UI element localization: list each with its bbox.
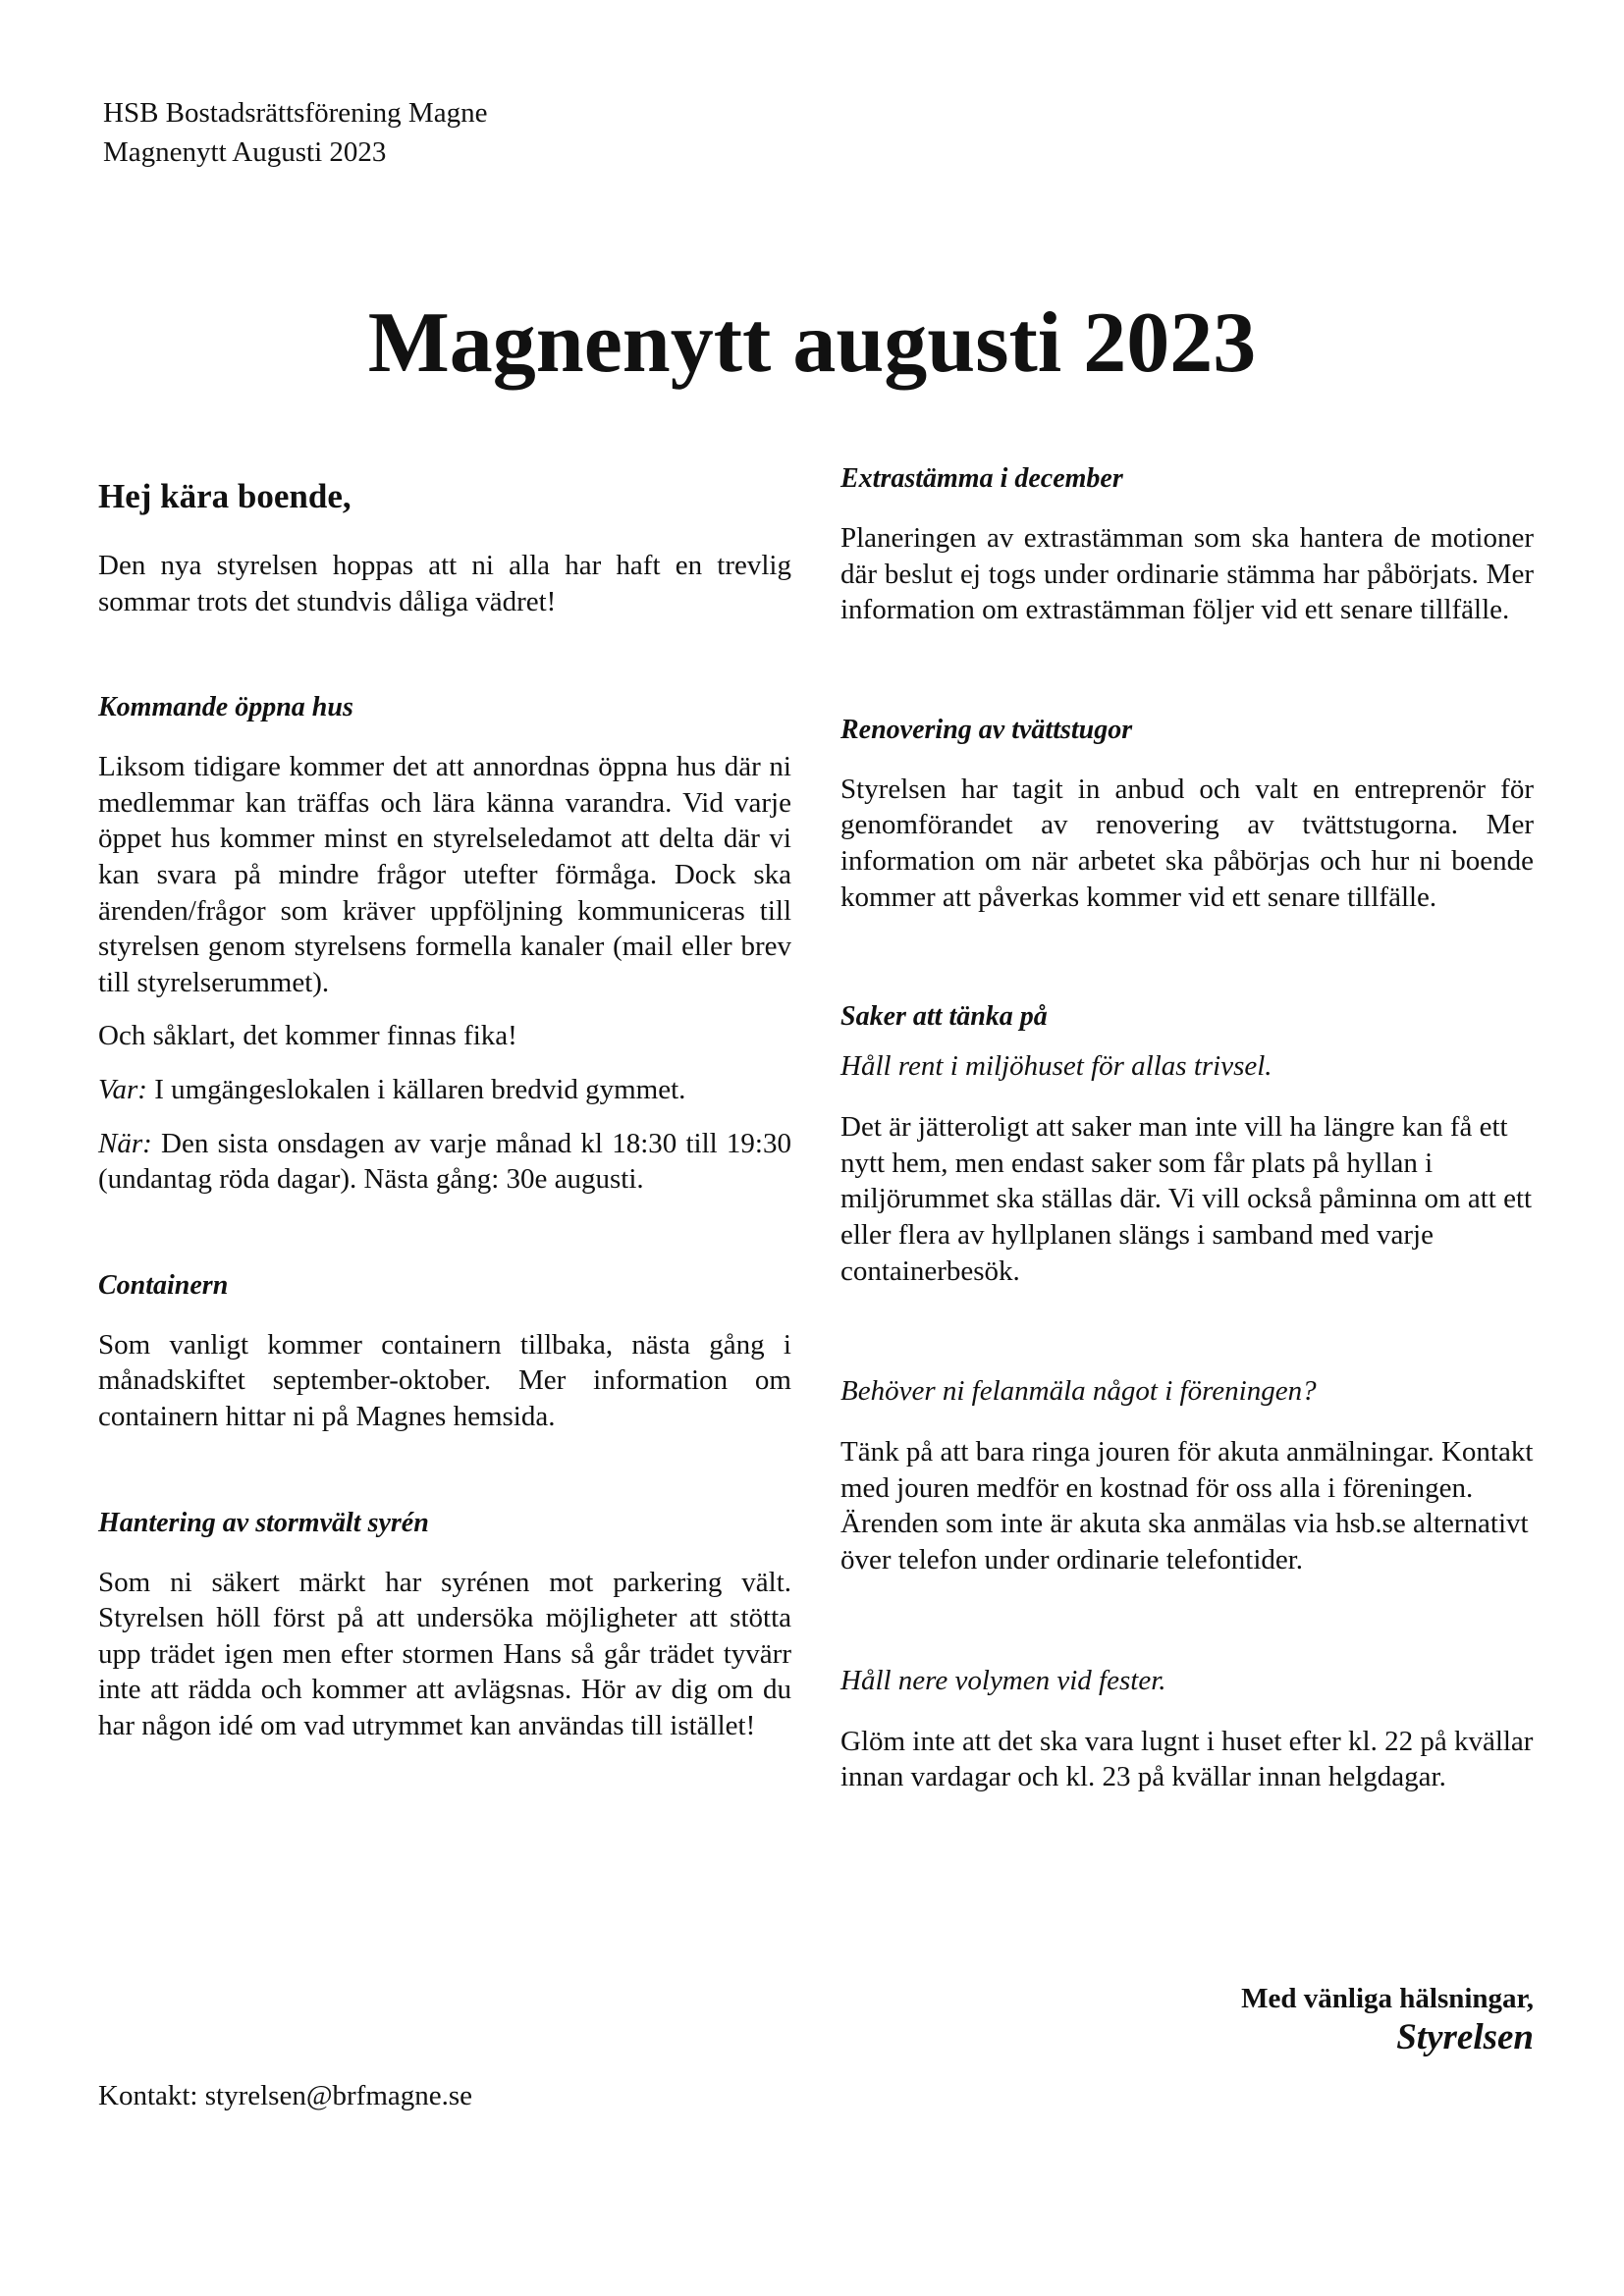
report-subtitle: Behöver ni felanmäla något i föreningen? [840,1375,1317,1408]
noise-subtitle: Håll nere volymen vid fester. [840,1664,1166,1696]
laundry-title: Renovering av tvättstugor [840,714,1133,745]
intro-paragraph: Den nya styrelsen hoppas att ni alla har haft en trevlig sommar trots det stundvis dåliga vädret! [98,550,791,617]
document-header [103,93,487,172]
where-text: I umgängeslokalen i källaren bredvid gymmet. [146,1073,686,1105]
signoff [1241,1981,1534,2059]
when-text: Den sista onsdagen av varje månad kl 18:30 till 19:30 (undantag röda dagar). Nästa gång: 30e augusti. [98,1127,791,1196]
open-house-title: Kommande öppna hus [98,692,353,723]
environment-subtitle: Håll rent i miljöhuset för allas trivsel. [840,1050,1272,1083]
contact-line: Kontakt: styrelsen@brfmagne.se [98,2080,473,2111]
when-label: När: [98,1127,152,1159]
report-body: Tänk på att bara ringa jouren för akuta anmälningar. Kontakt med jouren medför en kostnad för oss alla i föreningen. Ärenden som inte är akuta ska anmälas via hsb.se alternativt över telefon under ordinarie telefontider. [840,1436,1534,1575]
signoff-greeting: Med vänliga hälsningar, [1241,1983,1534,2014]
greeting: Hej kära boende, [98,477,352,515]
environment-body: Det är jätteroligt att saker man inte vill ha längre kan få ett nytt hem, men endast saker som får plats på hyllan i miljörummet ska ställas där. Vi vill också påminna om att ett eller flera av hyllplanen slängs i samband med varje containerbesök. [840,1111,1533,1287]
open-house-when [98,1126,791,1198]
container-body: Som vanligt kommer containern tillbaka, nästa gång i månadskiftet september-oktober. Mer information om containern hittar ni på Magnes hemsida. [98,1328,791,1432]
extra-meeting-body: Planeringen av extrastämman som ska hantera de motioner där beslut ej togs under ordinarie stämma har påbörjats. Mer information om extrastämman följer vid ett senare tillfälle. [840,522,1534,626]
container-title: Containern [98,1269,229,1301]
laundry-body: Styrelsen har tagit in anbud och valt en entreprenör för genomförandet av renovering av tvättstugorna. Mer information om när arbetet ska påbörjas och hur ni boende kommer att påverkas kommer vid ett senare tillfälle. [840,773,1534,913]
open-house-fika: Och såklart, det kommer finnas fika! [98,1020,517,1052]
org-name: HSB Bostadsrättsförening Magne [103,97,488,129]
noise-body: Glöm inte att det ska vara lugnt i huset efter kl. 22 på kvällar innan vardagar och kl. 23 på kvällar innan helgdagar. [840,1725,1534,1793]
where-label: Var: [98,1073,147,1105]
left-column [98,461,791,1761]
issue-name: Magnenytt Augusti 2023 [103,136,387,168]
lilac-body: Som ni säkert märkt har syrénen mot parkering vält. Styrelsen höll först på att undersöka möjligheter att stötta upp trädet igen men efter stormen Hans så går trädet tyvärr inte att rädda och kommer att avlägsnas. Hör av dig om du har någon idé om vad utrymmet kan användas till istället! [98,1566,791,1741]
signature: Styrelsen [1396,2017,1534,2057]
reminders-title: Saker att tänka på [840,1001,1048,1033]
extra-meeting-title: Extrastämma i december [840,463,1123,494]
right-column [840,461,1534,1813]
open-house-body: Liksom tidigare kommer det att annordnas öppna hus där ni medlemmar kan träffas och lära känna varandra. Vid varje öppet hus kommer minst en styrelseledamot att delta där vi kan svara på mindre frågor utefter förmåga. Dock ska ärenden/frågor som kräver uppföljning kommuniceras till styrelsen genom styrelsens formella kanaler (mail eller brev till styrelserummet). [98,751,791,998]
page-title: Magnenytt augusti 2023 [367,295,1257,391]
lilac-title: Hantering av stormvält syrén [98,1507,429,1538]
open-house-where [98,1072,791,1108]
